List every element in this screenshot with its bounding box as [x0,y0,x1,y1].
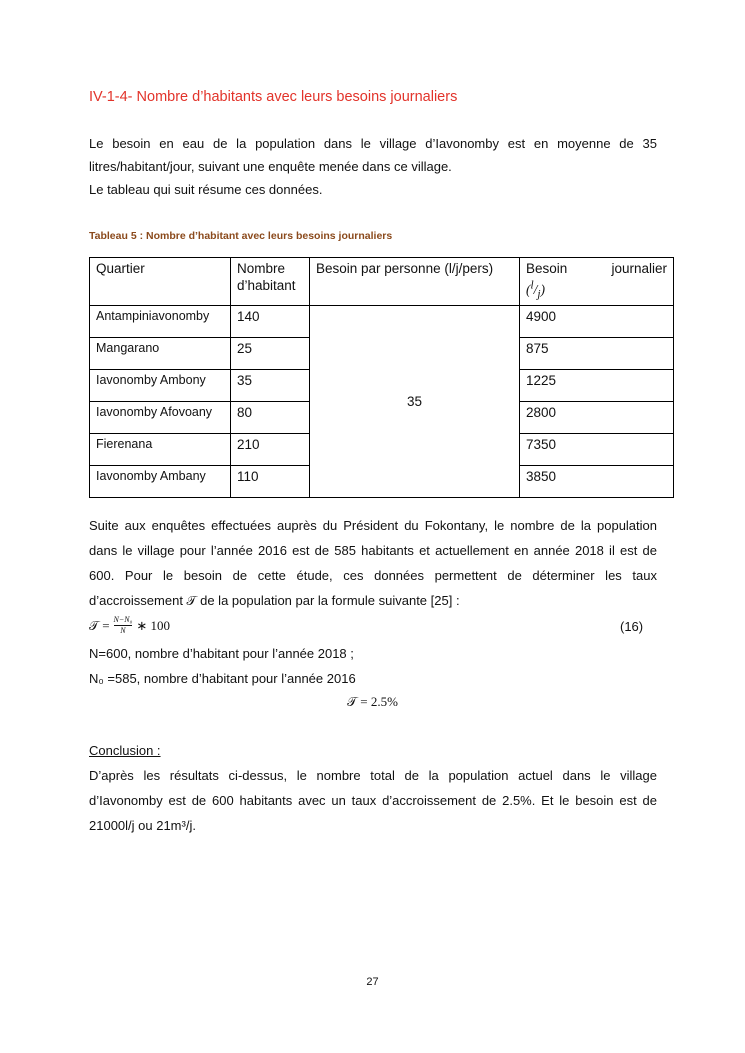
cell-besoin: 3850 [520,466,674,498]
cell-besoin: 875 [520,338,674,370]
text-line: Le tableau qui suit résume ces données. [89,182,323,197]
cell-nombre: 35 [231,370,310,402]
header-quartier: Quartier [90,258,231,306]
cell-quartier: Fierenana [90,434,231,466]
text-line: 21000l/j ou 21m³/j. [89,818,196,833]
cell-quartier: Mangarano [90,338,231,370]
text-line: Suite aux enquêtes effectuées auprès du Président du Fokontany, le nombre de la population [89,518,657,533]
cell-besoin: 1225 [520,370,674,402]
cell-nombre: 25 [231,338,310,370]
text-line: d’accroissement 𝒯 de la population par la formule suivante [25] : [89,593,460,608]
text-line: 600. Pour le besoin de cette étude, ces données permettent de déterminer les taux [89,568,657,583]
formula-rhs: ∗ 100 [136,617,171,633]
page-number: 27 [366,976,379,988]
cell-quartier: Antampiniavonomby [90,306,231,338]
conclusion-title: Conclusion : [89,743,161,758]
result: 𝒯 = 2.5% [347,694,398,709]
cell-nombre: 110 [231,466,310,498]
table-caption: Tableau 5 : Nombre d’habitant avec leurs besoins journaliers [89,230,393,242]
table-row [90,306,674,338]
formula [89,615,170,636]
cell-besoin: 2800 [520,402,674,434]
text-line: d’Iavonomby est de 600 habitants avec un taux d’accroissement de 2.5%. Et le besoin est de [89,793,657,808]
definition-n0: N₀ =585, nombre d’habitant pour l’année 2016 [89,671,356,686]
cell-besoin: 4900 [520,306,674,338]
habitants-table [89,257,674,498]
cell-quartier: Iavonomby Ambany [90,466,231,498]
cell-nombre: 210 [231,434,310,466]
cell-besoin: 7350 [520,434,674,466]
header-nombre: Nombre d’habitant [231,258,310,306]
text-line: Le besoin en eau de la population dans le village d’Iavonomby est en moyenne de 35 [89,136,657,151]
population-paragraph [89,513,657,613]
definition-n: N=600, nombre d’habitant pour l’année 2018 ; [89,646,354,661]
intro-paragraph [89,132,657,201]
conclusion [89,738,657,838]
text-line: D’après les résultats ci-dessus, le nombre total de la population actuel dans le village [89,768,657,783]
header-besoin-personne: Besoin par personne (l/j/pers) [310,258,520,306]
cell-quartier: Iavonomby Ambony [90,370,231,402]
cell-nombre: 80 [231,402,310,434]
cell-nombre: 140 [231,306,310,338]
cell-besoin-personne: 35 [310,306,520,498]
text-line: litres/habitant/jour, suivant une enquête menée dans ce village. [89,159,452,174]
formula-lhs: 𝒯 = [89,617,110,633]
header-besoin-journalier: Besoin journalier $(^l/_j)$ [520,258,674,306]
formula-fraction: $\frac{\text{N−N₀}}{N}$ [113,615,133,635]
definitions [89,641,356,691]
text-line: dans le village pour l’année 2016 est de 585 habitants et actuellement en année 2018 il est de [89,543,657,558]
equation-number: (16) [620,619,644,634]
cell-quartier: Iavonomby Afovoany [90,402,231,434]
table-header-row [90,258,674,306]
section-heading: IV-1-4- Nombre d’habitants avec leurs besoins journaliers [89,89,458,105]
